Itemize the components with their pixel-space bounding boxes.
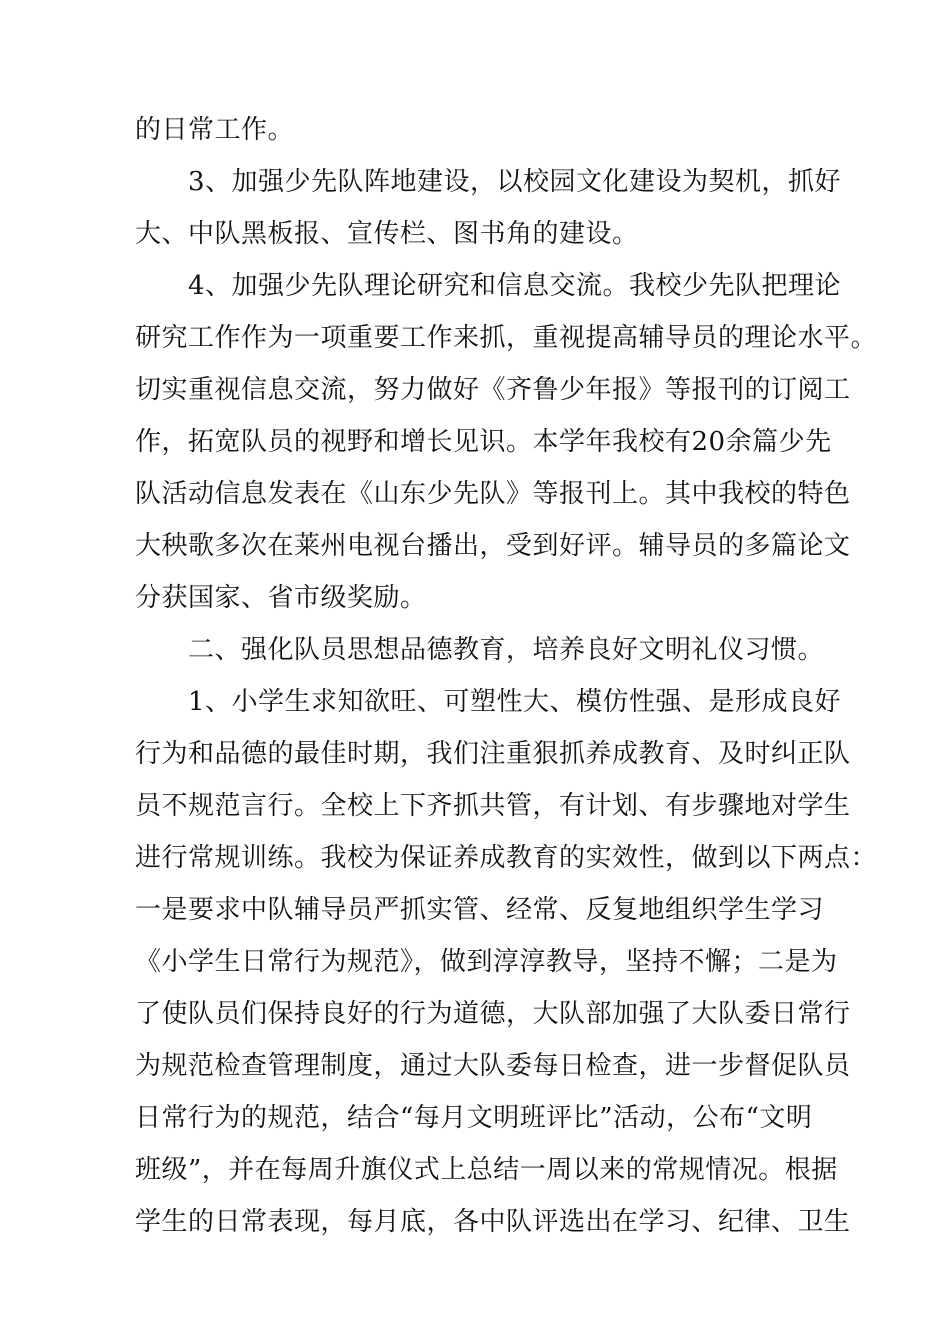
section-heading: 二、强化队员思想品德教育，培养良好文明礼仪习惯。 <box>188 635 825 665</box>
text-line-20: 日常行为的规范，结合“每月文明班评比”活动，公布“文明 <box>135 1103 813 1133</box>
text-line-18: 了使队员们保持良好的行为道德，大队部加强了大队委日常行 <box>135 999 851 1029</box>
text-line-14: 员不规范言行。全校上下齐抓共管，有计划、有步骤地对学生 <box>135 791 851 821</box>
text-line-5: 研究工作作为一项重要工作来抓，重视提高辅导员的理论水平。 <box>135 323 878 353</box>
text-line-17: 《小学生日常行为规范》，做到淳淳教导，坚持不懈；二是为 <box>135 947 838 977</box>
text-line-2: 3、加强少先队阵地建设，以校园文化建设为契机，抓好 <box>188 167 842 197</box>
text-line-12: 1、小学生求知欲旺、可塑性大、模仿性强、是形成良好 <box>188 687 842 717</box>
text-line-13: 行为和品德的最佳时期，我们注重狠抓养成教育、及时纠正队 <box>135 739 851 769</box>
text-line-15: 进行常规训练。我校为保证养成教育的实效性，做到以下两点： <box>135 843 878 873</box>
text-line-9: 大秧歌多次在莱州电视台播出，受到好评。辅导员的多篇论文 <box>135 531 851 561</box>
text-line-6: 切实重视信息交流，努力做好《齐鲁少年报》等报刊的订阅工 <box>135 375 851 405</box>
text-line-10: 分获国家、省市级奖励。 <box>135 583 427 613</box>
text-line-7: 作，拓宽队员的视野和增长见识。本学年我校有20余篇少先 <box>135 427 832 457</box>
text-line-3: 大、中队黑板报、宣传栏、图书角的建设。 <box>135 219 639 249</box>
text-line-8: 队活动信息发表在《山东少先队》等报刊上。其中我校的特色 <box>135 479 851 509</box>
text-line-22: 学生的日常表现，每月底，各中队评选出在学习、纪律、卫生 <box>135 1207 851 1237</box>
text-line-4: 4、加强少先队理论研究和信息交流。我校少先队把理论 <box>188 271 842 301</box>
text-line-21: 班级”，并在每周升旗仪式上总结一周以来的常规情况。根据 <box>135 1155 838 1185</box>
text-line-19: 为规范检查管理制度，通过大队委每日检查，进一步督促队员 <box>135 1051 851 1081</box>
text-line-16: 一是要求中队辅导员严抓实管、经常、反复地组织学生学习 <box>135 895 825 925</box>
text-line-1: 的日常工作。 <box>135 115 295 145</box>
